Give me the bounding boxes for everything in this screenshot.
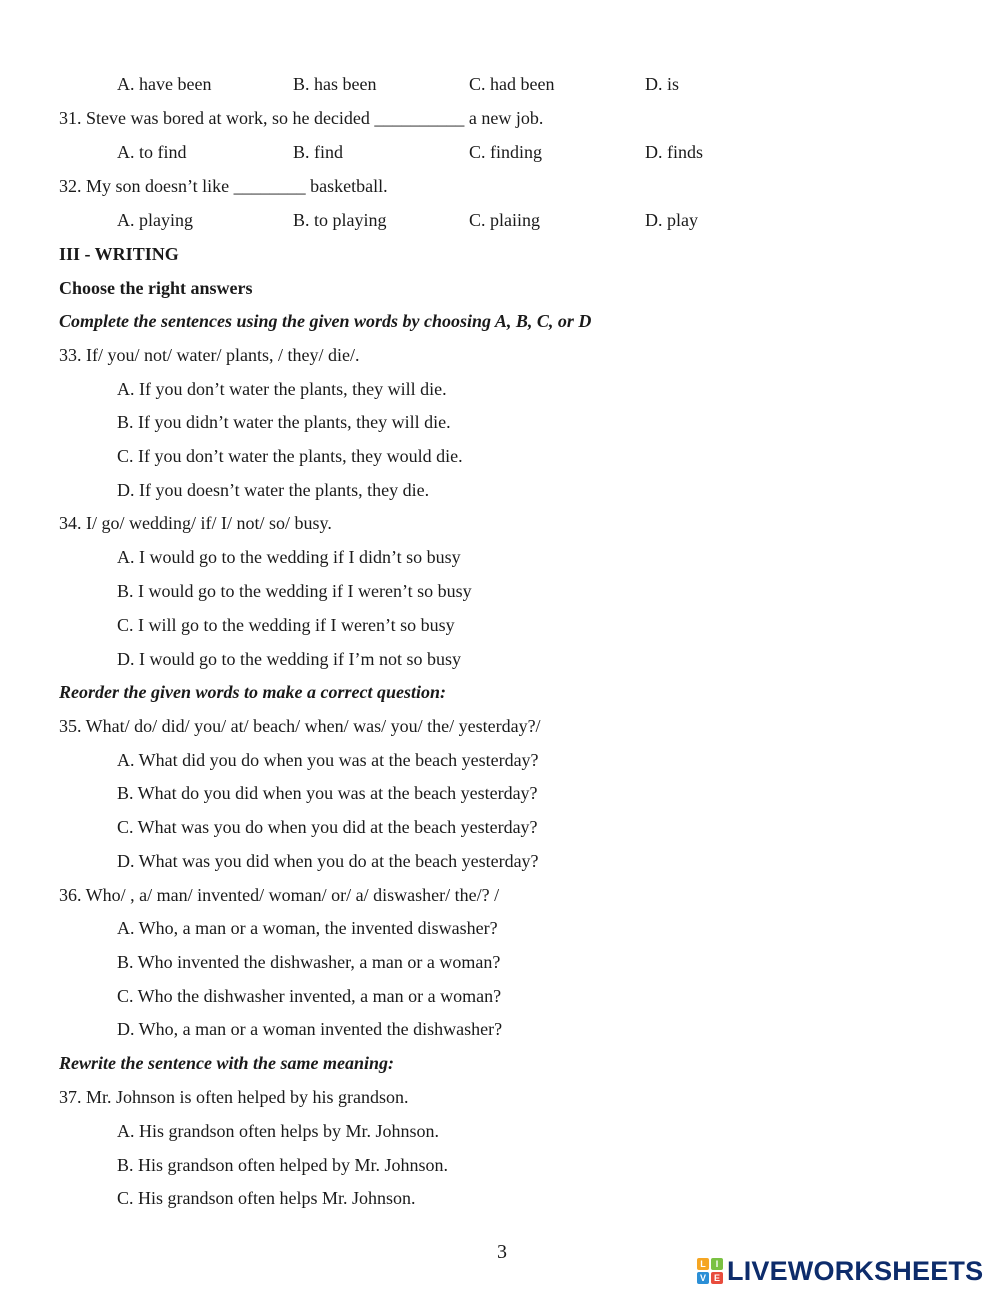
q32-question: 32. My son doesn’t like ________ basketball. [59,176,388,196]
q35-option-b: B. What do you did when you was at the beach yesterday? [117,783,538,803]
q32-option-a: A. playing [117,210,193,230]
q32-option-b: B. to playing [293,210,387,230]
logo-tile: V [697,1272,709,1284]
q31-option-d: D. finds [645,142,703,162]
q36-option-a: A. Who, a man or a woman, the invented diswasher? [117,918,498,938]
q35-question: 35. What/ do/ did/ you/ at/ beach/ when/ was/ you/ the/ yesterday?/ [59,716,541,736]
q33-option-c: C. If you don’t water the plants, they would die. [117,446,463,466]
q34-option-b: B. I would go to the wedding if I weren’t so busy [117,581,472,601]
q31-option-c: C. finding [469,142,543,162]
q36-option-c: C. Who the dishwasher invented, a man or a woman? [117,986,502,1006]
q31-question: 31. Steve was bored at work, so he decided __________ a new job. [59,108,544,128]
q31-option-a: A. to find [117,142,187,162]
q33-option-d: D. If you doesn’t water the plants, they die. [117,480,430,500]
q32-option-d: D. play [645,210,698,230]
instruction-rewrite-sentence: Rewrite the sentence with the same meaning: [59,1053,395,1073]
instruction-complete-sentences: Complete the sentences using the given words by choosing A, B, C, or D [59,311,592,331]
q32-option-c: C. plaiing [469,210,540,230]
q30-option-b: B. has been [293,74,377,94]
logo-tiles-icon [697,1258,723,1284]
q37-option-b: B. His grandson often helped by Mr. Johnson. [117,1155,448,1175]
q37-option-a: A. His grandson often helps by Mr. Johnson. [117,1121,439,1141]
q34-option-d: D. I would go to the wedding if I’m not so busy [117,649,461,669]
q35-option-c: C. What was you do when you did at the beach yesterday? [117,817,538,837]
q34-option-c: C. I will go to the wedding if I weren’t so busy [117,615,455,635]
section-title: III - WRITING [59,244,179,264]
instruction-reorder-words: Reorder the given words to make a correct question: [59,682,446,702]
q30-option-c: C. had been [469,74,555,94]
q37-question: 37. Mr. Johnson is often helped by his grandson. [59,1087,409,1107]
q36-question: 36. Who/ , a/ man/ invented/ woman/ or/ a/ diswasher/ the/? / [59,885,500,905]
section-subtitle: Choose the right answers [59,278,253,298]
q33-question: 33. If/ you/ not/ water/ plants, / they/ die/. [59,345,360,365]
logo-text: LIVEWORKSHEETS [727,1255,984,1286]
logo-tile: I [711,1258,723,1270]
q35-option-a: A. What did you do when you was at the beach yesterday? [117,750,539,770]
q33-option-b: B. If you didn’t water the plants, they will die. [117,412,451,432]
q31-option-b: B. find [293,142,344,162]
q33-option-a: A. If you don’t water the plants, they will die. [117,379,447,399]
q36-option-b: B. Who invented the dishwasher, a man or a woman? [117,952,501,972]
q35-option-d: D. What was you did when you do at the beach yesterday? [117,851,539,871]
q36-option-d: D. Who, a man or a woman invented the dishwasher? [117,1019,503,1039]
q30-option-a: A. have been [117,74,212,94]
q30-option-d: D. is [645,74,680,94]
liveworksheets-logo [697,1256,983,1286]
q34-option-a: A. I would go to the wedding if I didn’t so busy [117,547,461,567]
logo-tile: E [711,1272,723,1284]
logo-tile: L [697,1258,709,1270]
q34-question: 34. I/ go/ wedding/ if/ I/ not/ so/ busy. [59,513,332,533]
page-number: 3 [497,1241,507,1263]
q37-option-c: C. His grandson often helps Mr. Johnson. [117,1188,416,1208]
